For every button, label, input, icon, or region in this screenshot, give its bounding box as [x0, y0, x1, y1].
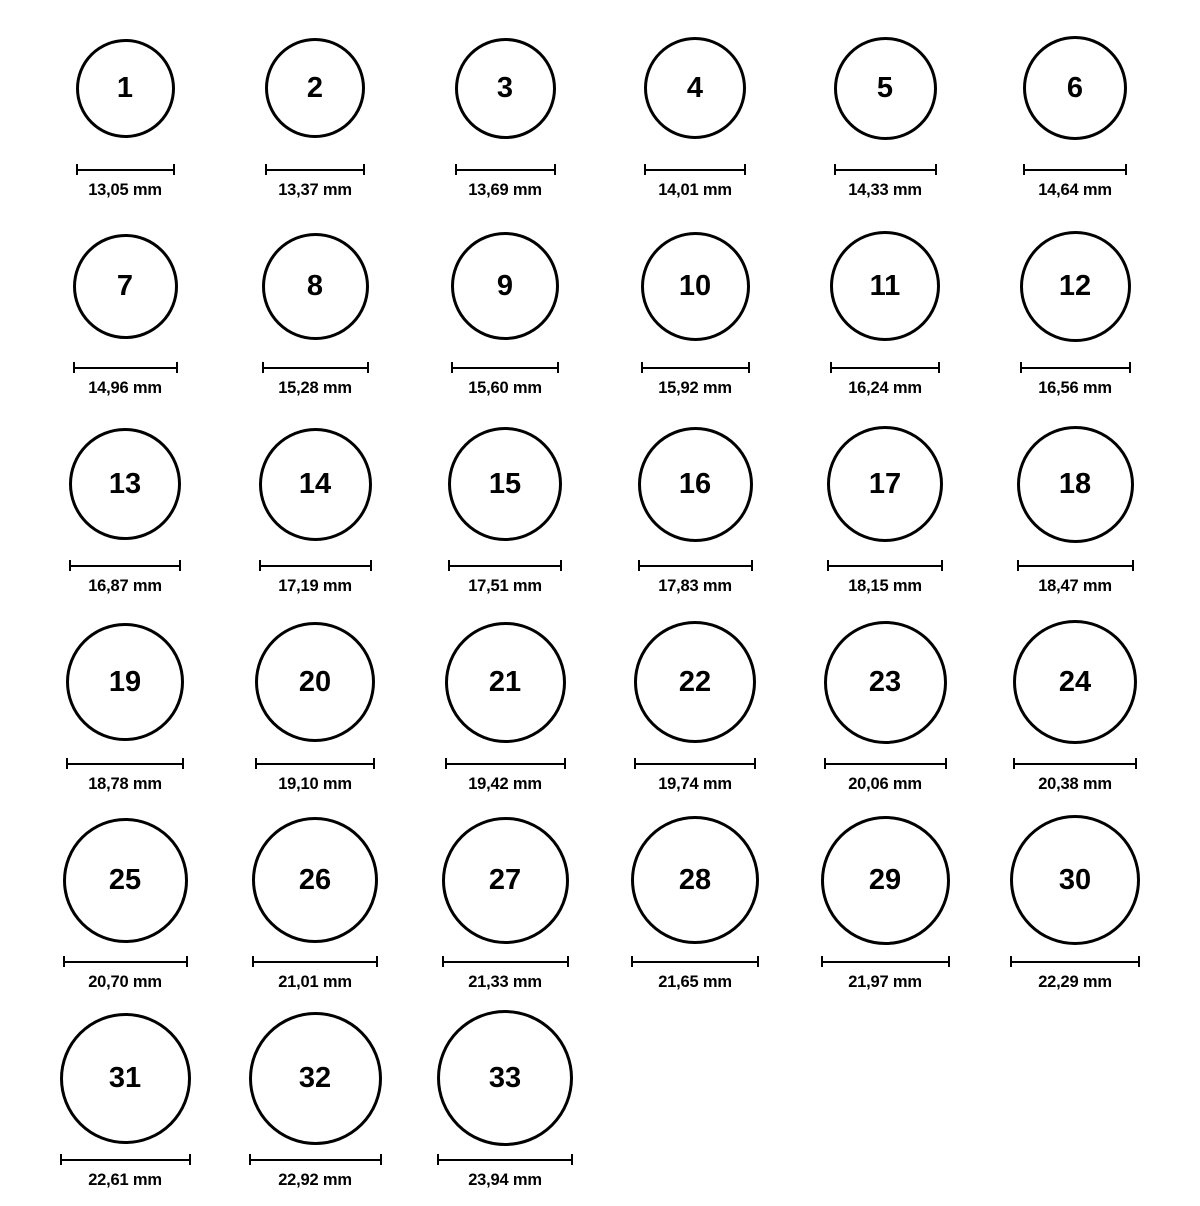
ring-circle-wrap: [265, 18, 365, 158]
ring-circle-icon: [259, 428, 372, 541]
measure-rule: [455, 162, 556, 176]
ring-size-cell: [220, 612, 410, 810]
ring-circle-icon: [249, 1012, 382, 1145]
ring-diameter-label: 20,38 mm: [1038, 775, 1112, 793]
ring-diameter-label: 15,28 mm: [278, 379, 352, 397]
ring-diameter-label: 21,01 mm: [278, 973, 352, 991]
ring-circle-wrap: [448, 414, 562, 554]
ring-size-cell: [980, 414, 1170, 612]
ring-circle-wrap: [76, 18, 175, 158]
ring-diameter-label: 21,65 mm: [658, 973, 732, 991]
ring-size-cell: [600, 414, 790, 612]
measure-rule: [249, 1152, 382, 1166]
ring-size-cell: [980, 612, 1170, 810]
ring-diameter-label: 21,33 mm: [468, 973, 542, 991]
ring-circle-wrap: [634, 612, 756, 752]
ring-size-cell: [30, 1008, 220, 1206]
ring-size-number: 26: [298, 863, 332, 896]
ring-size-number: 21: [488, 665, 522, 698]
ring-circle-icon: [821, 816, 950, 945]
measure-rule: [824, 756, 947, 770]
ring-size-cell: [410, 612, 600, 810]
ring-size-cell: [220, 810, 410, 1008]
ring-circle-icon: [76, 39, 175, 138]
ring-diameter-label: 14,01 mm: [658, 181, 732, 199]
ring-diameter-label: 13,69 mm: [468, 181, 542, 199]
measure-rule: [69, 558, 181, 572]
ring-circle-wrap: [821, 810, 950, 950]
ring-size-number: 19: [108, 665, 142, 698]
ring-diameter-label: 19,42 mm: [468, 775, 542, 793]
ring-size-number: 24: [1058, 665, 1092, 698]
ring-circle-icon: [66, 623, 184, 741]
ring-size-number: 31: [108, 1061, 142, 1094]
ring-size-cell: [600, 612, 790, 810]
ring-circle-wrap: [455, 18, 556, 158]
ring-circle-wrap: [69, 414, 181, 554]
ring-diameter-label: 16,56 mm: [1038, 379, 1112, 397]
ring-circle-icon: [641, 232, 750, 341]
ring-size-number: 15: [488, 467, 522, 500]
ring-size-cell: [220, 414, 410, 612]
measure-rule: [63, 954, 188, 968]
ring-size-cell: [30, 810, 220, 1008]
ring-diameter-label: 22,61 mm: [88, 1171, 162, 1189]
ring-size-cell: [410, 18, 600, 216]
ring-circle-icon: [824, 621, 947, 744]
ring-size-number: 10: [678, 269, 712, 302]
ring-size-cell: [600, 216, 790, 414]
ring-diameter-label: 14,33 mm: [848, 181, 922, 199]
ring-diameter-label: 19,10 mm: [278, 775, 352, 793]
measure-rule: [641, 360, 750, 374]
ring-circle-icon: [1010, 815, 1140, 945]
ring-circle-wrap: [437, 1008, 573, 1148]
ring-size-cell: [220, 216, 410, 414]
ring-diameter-label: 20,06 mm: [848, 775, 922, 793]
ring-circle-wrap: [442, 810, 569, 950]
ring-circle-wrap: [259, 414, 372, 554]
measure-rule: [834, 162, 937, 176]
measure-rule: [76, 162, 175, 176]
ring-diameter-label: 17,51 mm: [468, 577, 542, 595]
measure-rule: [1017, 558, 1134, 572]
ring-circle-icon: [455, 38, 556, 139]
ring-size-number: 14: [298, 467, 332, 500]
ring-circle-wrap: [824, 612, 947, 752]
ring-size-number: 6: [1066, 71, 1084, 104]
measure-rule: [445, 756, 566, 770]
ring-circle-wrap: [255, 612, 375, 752]
ring-circle-icon: [1017, 426, 1134, 543]
ring-diameter-label: 19,74 mm: [658, 775, 732, 793]
ring-circle-icon: [634, 621, 756, 743]
measure-rule: [1013, 756, 1137, 770]
ring-diameter-label: 18,15 mm: [848, 577, 922, 595]
ring-circle-icon: [252, 817, 378, 943]
ring-diameter-label: 13,37 mm: [278, 181, 352, 199]
ring-size-number: 12: [1058, 269, 1092, 302]
ring-circle-icon: [834, 37, 937, 140]
ring-circle-icon: [445, 622, 566, 743]
ring-diameter-label: 17,19 mm: [278, 577, 352, 595]
ring-size-number: 11: [869, 269, 901, 302]
ring-size-number: 22: [678, 665, 712, 698]
ring-diameter-label: 16,24 mm: [848, 379, 922, 397]
measure-rule: [634, 756, 756, 770]
ring-size-cell: [410, 810, 600, 1008]
measure-rule: [66, 756, 184, 770]
ring-size-cell: [980, 216, 1170, 414]
ring-size-cell: [600, 810, 790, 1008]
ring-diameter-label: 23,94 mm: [468, 1171, 542, 1189]
ring-size-number: 33: [488, 1061, 522, 1094]
ring-size-cell: [790, 18, 980, 216]
ring-size-cell: [600, 18, 790, 216]
ring-size-number: 20: [298, 665, 332, 698]
ring-circle-wrap: [631, 810, 759, 950]
ring-diameter-label: 22,92 mm: [278, 1171, 352, 1189]
ring-size-number: 23: [868, 665, 902, 698]
ring-size-cell: [30, 18, 220, 216]
ring-circle-icon: [827, 426, 943, 542]
ring-size-number: 5: [876, 71, 894, 104]
ring-size-cell: [410, 216, 600, 414]
ring-size-number: 3: [496, 71, 514, 104]
ring-circle-wrap: [644, 18, 746, 158]
measure-rule: [73, 360, 178, 374]
measure-rule: [255, 756, 375, 770]
ring-diameter-label: 17,83 mm: [658, 577, 732, 595]
ring-circle-wrap: [262, 216, 369, 356]
measure-rule: [827, 558, 943, 572]
measure-rule: [638, 558, 753, 572]
ring-circle-icon: [69, 428, 181, 540]
measure-rule: [437, 1152, 573, 1166]
ring-size-cell: [790, 216, 980, 414]
measure-rule: [821, 954, 950, 968]
measure-rule: [830, 360, 940, 374]
ring-circle-icon: [63, 818, 188, 943]
ring-circle-wrap: [1020, 216, 1131, 356]
ring-size-cell: [30, 216, 220, 414]
ring-size-number: 29: [868, 863, 902, 896]
ring-size-cell: [790, 414, 980, 612]
ring-diameter-label: 21,97 mm: [848, 973, 922, 991]
ring-size-number: 8: [306, 269, 324, 302]
ring-circle-icon: [1023, 36, 1127, 140]
measure-rule: [448, 558, 562, 572]
ring-size-number: 7: [116, 269, 134, 302]
measure-rule: [442, 954, 569, 968]
measure-rule: [259, 558, 372, 572]
ring-circle-wrap: [1023, 18, 1127, 158]
measure-rule: [252, 954, 378, 968]
ring-circle-icon: [1020, 231, 1131, 342]
measure-rule: [1023, 162, 1127, 176]
ring-circle-icon: [255, 622, 375, 742]
ring-size-cell: [410, 414, 600, 612]
ring-size-cell: [220, 1008, 410, 1206]
ring-circle-icon: [830, 231, 940, 341]
ring-circle-wrap: [641, 216, 750, 356]
ring-circle-icon: [644, 37, 746, 139]
ring-size-number: 32: [298, 1061, 332, 1094]
ring-size-cell: [790, 810, 980, 1008]
ring-circle-wrap: [1010, 810, 1140, 950]
ring-circle-wrap: [830, 216, 940, 356]
ring-diameter-label: 14,64 mm: [1038, 181, 1112, 199]
ring-circle-wrap: [73, 216, 178, 356]
ring-size-cell: [220, 18, 410, 216]
ring-circle-icon: [442, 817, 569, 944]
ring-size-cell: [980, 18, 1170, 216]
ring-circle-wrap: [827, 414, 943, 554]
measure-rule: [1020, 360, 1131, 374]
ring-diameter-label: 15,60 mm: [468, 379, 542, 397]
ring-diameter-label: 20,70 mm: [88, 973, 162, 991]
measure-rule: [644, 162, 746, 176]
ring-size-number: 30: [1058, 863, 1092, 896]
ring-size-number: 4: [686, 71, 704, 104]
ring-circle-wrap: [1013, 612, 1137, 752]
ring-size-number: 18: [1058, 467, 1092, 500]
ring-diameter-label: 14,96 mm: [88, 379, 162, 397]
ring-diameter-label: 22,29 mm: [1038, 973, 1112, 991]
ring-size-number: 17: [868, 467, 902, 500]
ring-diameter-label: 13,05 mm: [88, 181, 162, 199]
ring-size-cell: [410, 1008, 600, 1206]
ring-circle-wrap: [66, 612, 184, 752]
ring-circle-wrap: [451, 216, 559, 356]
ring-diameter-label: 18,47 mm: [1038, 577, 1112, 595]
ring-circle-wrap: [60, 1008, 191, 1148]
measure-rule: [262, 360, 369, 374]
ring-diameter-label: 18,78 mm: [88, 775, 162, 793]
ring-circle-icon: [73, 234, 178, 339]
ring-circle-wrap: [834, 18, 937, 158]
measure-rule: [631, 954, 759, 968]
ring-circle-wrap: [249, 1008, 382, 1148]
ring-circle-icon: [638, 427, 753, 542]
ring-circle-wrap: [63, 810, 188, 950]
ring-diameter-label: 15,92 mm: [658, 379, 732, 397]
ring-size-number: 25: [108, 863, 142, 896]
ring-size-grid: [30, 18, 1170, 1206]
ring-circle-wrap: [638, 414, 753, 554]
ring-size-cell: [790, 612, 980, 810]
ring-circle-icon: [262, 233, 369, 340]
ring-size-number: 27: [488, 863, 522, 896]
ring-circle-wrap: [445, 612, 566, 752]
ring-circle-icon: [631, 816, 759, 944]
ring-size-cell: [980, 810, 1170, 1008]
ring-circle-wrap: [252, 810, 378, 950]
ring-size-cell: [30, 414, 220, 612]
ring-size-number: 13: [108, 467, 142, 500]
measure-rule: [1010, 954, 1140, 968]
ring-circle-icon: [448, 427, 562, 541]
ring-size-number: 9: [496, 269, 514, 302]
ring-circle-icon: [437, 1010, 573, 1146]
ring-size-number: 2: [306, 71, 324, 104]
ring-circle-icon: [451, 232, 559, 340]
measure-rule: [60, 1152, 191, 1166]
ring-circle-icon: [60, 1013, 191, 1144]
measure-rule: [451, 360, 559, 374]
ring-diameter-label: 16,87 mm: [88, 577, 162, 595]
ring-size-cell: [30, 612, 220, 810]
ring-circle-wrap: [1017, 414, 1134, 554]
ring-size-number: 16: [678, 467, 712, 500]
ring-circle-icon: [265, 38, 365, 138]
ring-circle-icon: [1013, 620, 1137, 744]
ring-size-number: 28: [678, 863, 712, 896]
ring-size-number: 1: [116, 71, 134, 104]
measure-rule: [265, 162, 365, 176]
